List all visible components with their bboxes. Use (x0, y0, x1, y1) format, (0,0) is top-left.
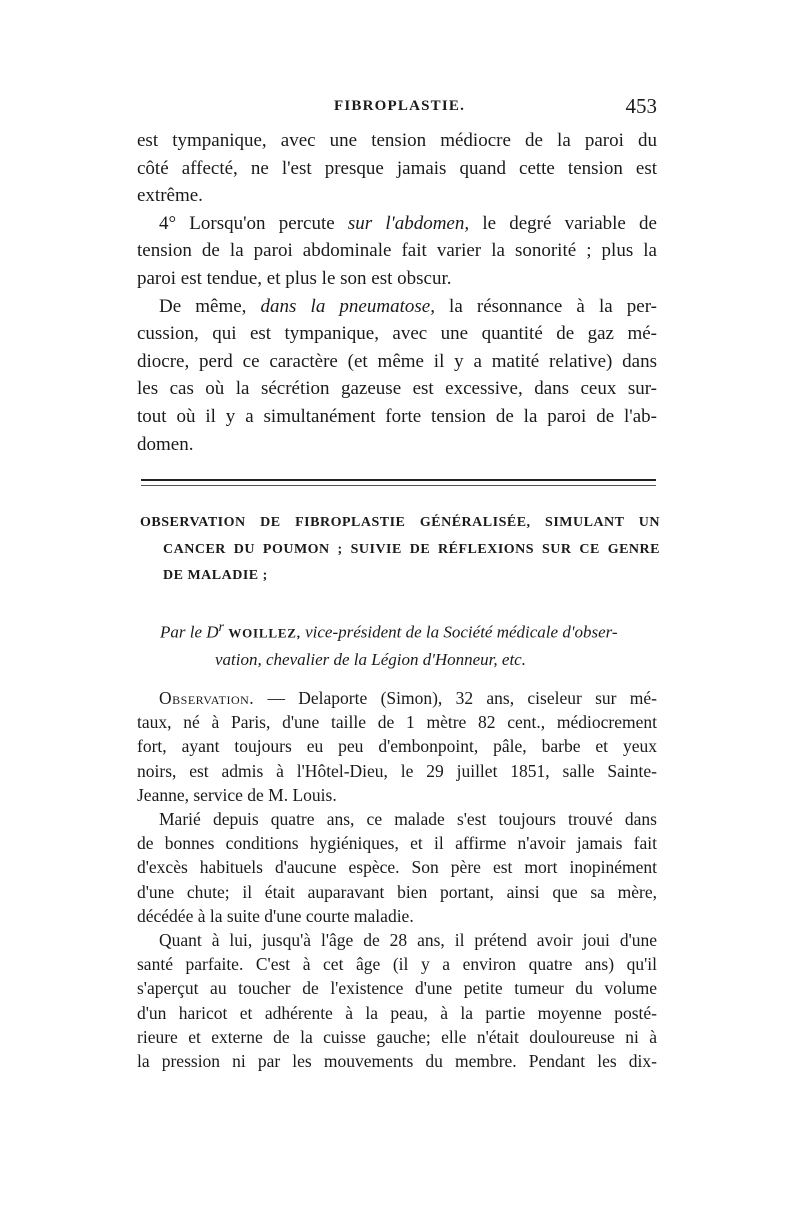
title-line: CANCER DU POUMON ; SUIVIE DE RÉFLEXIONS SUR CE GENRE (163, 541, 660, 557)
text-line: fort, ayant toujours eu peu d'embonpoint, pâle, barbe et yeux (137, 736, 657, 757)
text-line: d'une chute; il était auparavant bien portant, ainsi que sa mère, (137, 881, 657, 902)
text-line: s'aperçut au toucher de l'existence d'une petite tumeur du volume (137, 978, 657, 999)
text-line: domen. (137, 433, 194, 455)
author-byline (160, 614, 662, 673)
author-name: WOILLEZ, (228, 625, 301, 641)
text-line: extrême. (137, 185, 203, 207)
text-line: côté affecté, ne l'est presque jamais quand cette tension est (137, 157, 657, 179)
text-line: taux, né à Paris, d'une taille de 1 mètre 82 cent., médiocrement (137, 712, 657, 733)
text-line: cussion, qui est tympanique, avec une quantité de gaz mé- (137, 323, 657, 345)
text-line: est tympanique, avec une tension médiocre de la paroi du (137, 130, 657, 151)
text-line: noirs, est admis à l'Hôtel-Dieu, le 29 juillet 1851, salle Sainte- (137, 760, 657, 781)
text-line: De même, dans la pneumatose, la résonnance à la per- (159, 295, 658, 317)
article-title (140, 510, 660, 590)
text-line: de bonnes conditions hygiéniques, et il affirme n'avoir jamais fait (137, 833, 657, 854)
text-line: 4° Lorsqu'on percute sur l'abdomen, le degré variable de (159, 212, 657, 234)
byline-line: Par le $D^r$ WOILLEZ, vice-président de la Société médicale d'obser- (160, 619, 618, 642)
section-divider-thin (141, 485, 656, 486)
text-line: tension de la paroi abdominale fait varier la sonorité ; plus la (137, 240, 657, 262)
text-line: les cas où la sécrétion gazeuse est excessive, dans ceux sur- (137, 378, 657, 400)
text-line: décédée à la suite d'une courte maladie. (137, 905, 414, 926)
text-line: tout où il y a simultanément forte tension de la paroi de l'ab- (137, 405, 657, 427)
text-line: Quant à lui, jusqu'à l'âge de 28 ans, il prétend avoir joui d'une (159, 930, 657, 951)
title-line: DE MALADIE ; (163, 568, 268, 583)
text-line: Marié depuis quatre ans, ce malade s'est toujours trouvé dans (159, 809, 657, 830)
title-line: OBSERVATION DE FIBROPLASTIE GÉNÉRALISÉE, SIMULANT UN (140, 515, 660, 530)
page-number: 453 (625, 94, 657, 118)
intro-text (137, 127, 657, 458)
running-title: FIBROPLASTIE. (334, 98, 466, 114)
text-line: paroi est tendue, et plus le son est obscur. (137, 267, 452, 289)
text-line: d'excès habituels d'aucune espèce. Son père est mort inopinément (137, 857, 657, 878)
byline-line: vation, chevalier de la Légion d'Honneur, etc. (215, 649, 526, 669)
text-line: diocre, perd ce caractère (et même il y a matité relative) dans (137, 350, 657, 372)
text-line: rieure et externe de la cuisse gauche; elle n'était douloureuse ni à (137, 1026, 657, 1047)
observation-lead: Observation. (159, 688, 255, 708)
text-line: la pression ni par les mouvements du membre. Pendant les dix- (137, 1051, 657, 1072)
text-line: Observation. — Delaporte (Simon), 32 ans, ciseleur sur mé- (159, 688, 657, 708)
text-line: santé parfaite. C'est à cet âge (il y a environ quatre ans) qu'il (137, 954, 657, 975)
text-line: d'un haricot et adhérente à la peau, à la partie moyenne posté- (137, 1002, 657, 1023)
section-divider (141, 479, 656, 481)
page-header (137, 94, 657, 122)
observation-text (137, 686, 657, 1073)
text-line: Jeanne, service de M. Louis. (137, 784, 337, 805)
